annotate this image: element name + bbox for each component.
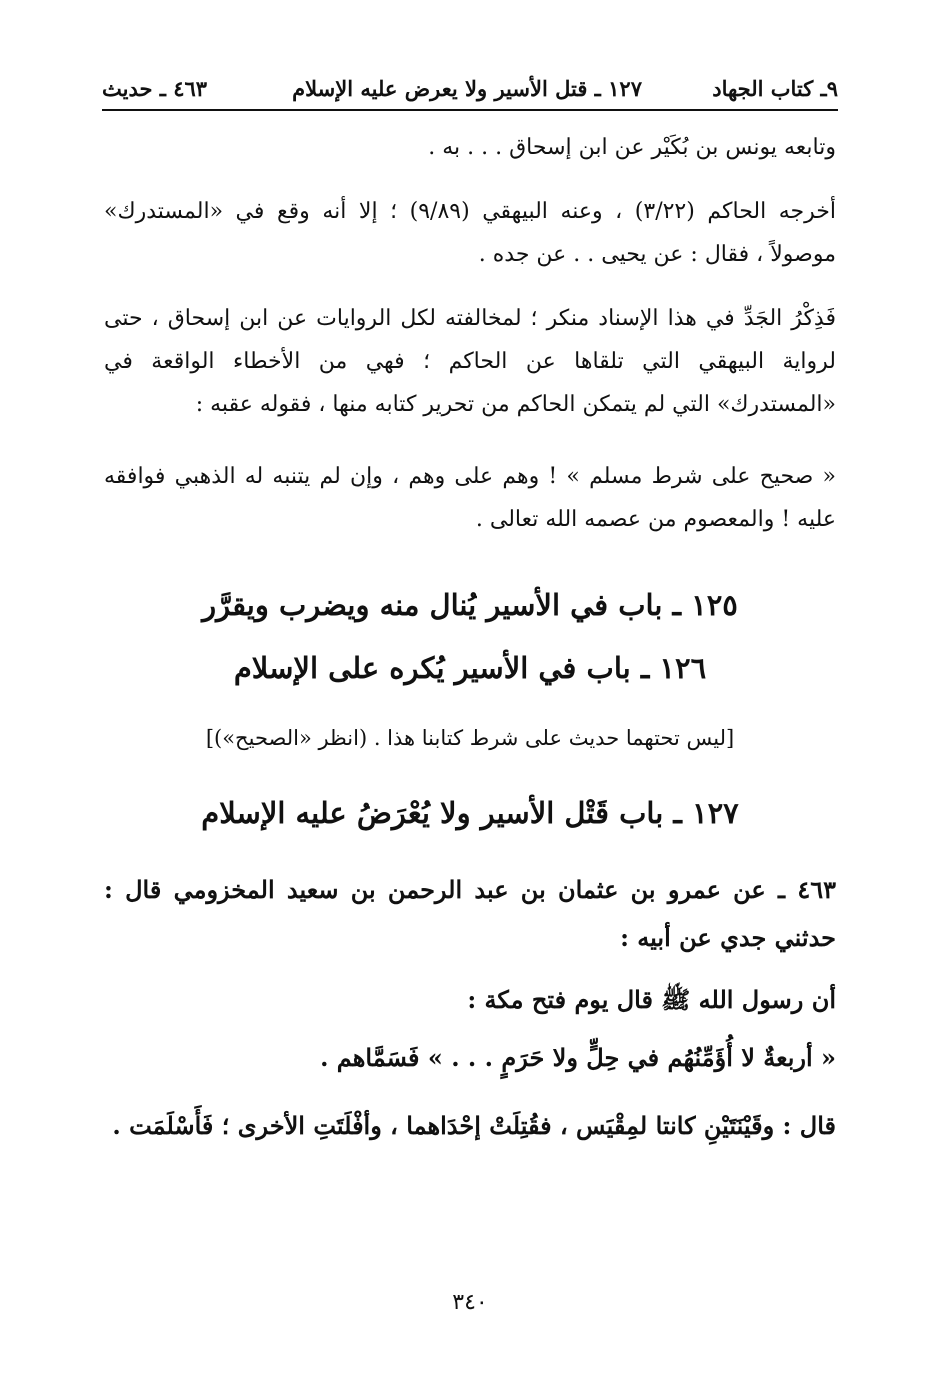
hadith-isnad: ٤٦٣ ـ عن عمرو بن عثمان بن عبد الرحمن بن سعيد المخزومي قال : حدثني جدي عن أبيه : [104, 875, 836, 952]
page-number: ٣٤٠ [452, 1290, 488, 1315]
chapter-heading-125: ١٢٥ ـ باب في الأسير يُنال منه ويضرب ويقرَّر [202, 588, 738, 622]
chapter-heading-127: ١٢٧ ـ باب قَتْل الأسير ولا يُعْرَضُ عليه الإسلام [201, 796, 739, 830]
running-header [102, 72, 838, 106]
hadith-story: قال : وقَيْنَتَيْنِ كانتا لمِقْيَس ، فقُتِلَتْ إحْدَاهما ، وأفْلَتَتِ الأخرى ؛ فَأَسْلَمَت . [112, 1111, 836, 1140]
header-book-title: ٩ـ كتاب الجهاد [712, 76, 838, 101]
header-hadith-number: ٤٦٣ ـ حديث [102, 76, 208, 101]
hadith-quote: « أربعةٌ لا أُؤَمِّنُهُم في حِلٍّ ولا حَرَمٍ . . . » فَسَمَّاهم . [320, 1043, 836, 1072]
hadith-intro: أن رسول الله ﷺ قال يوم فتح مكة : [467, 985, 836, 1014]
paragraph-verdict: « صحيح على شرط مسلم » ! وهم على وهم ، وإن لم يتنبه له الذهبي فوافقه عليه ! والمعصوم من عصمه الله تعالى . [104, 464, 836, 532]
paragraph-critique: فَذِكْرُ الجَدِّ في هذا الإسناد منكر ؛ لمخالفته لكل الروايات عن ابن إسحاق ، حتى لرواية البيهقي التي تلقاها عن الحاكم ؛ فهي من الأخطاء الواقعة في «المستدرك» التي لم يتمكن الحاكم من تحرير كتابه منها ، فقوله عقبه : [104, 306, 836, 417]
editor-note: [ليس تحتهما حديث على شرط كتابنا هذا . (انظر «الصحيح»)] [205, 726, 735, 750]
header-divider [102, 109, 838, 111]
paragraph-follow-up: وتابعه يونس بن بُكَيْر عن ابن إسحاق . . . به . [428, 135, 836, 160]
paragraph-takhrij: أخرجه الحاكم (٣/٢٢) ، وعنه البيهقي (٩/٨٩) ؛ إلا أنه وقع في «المستدرك» موصولاً ، فقال : عن يحيى . . عن جده . [104, 199, 837, 267]
chapter-heading-126: ١٢٦ ـ باب في الأسير يُكره على الإسلام [233, 651, 707, 685]
header-chapter-title: ١٢٧ ـ قتل الأسير ولا يعرض عليه الإسلام [292, 76, 642, 101]
